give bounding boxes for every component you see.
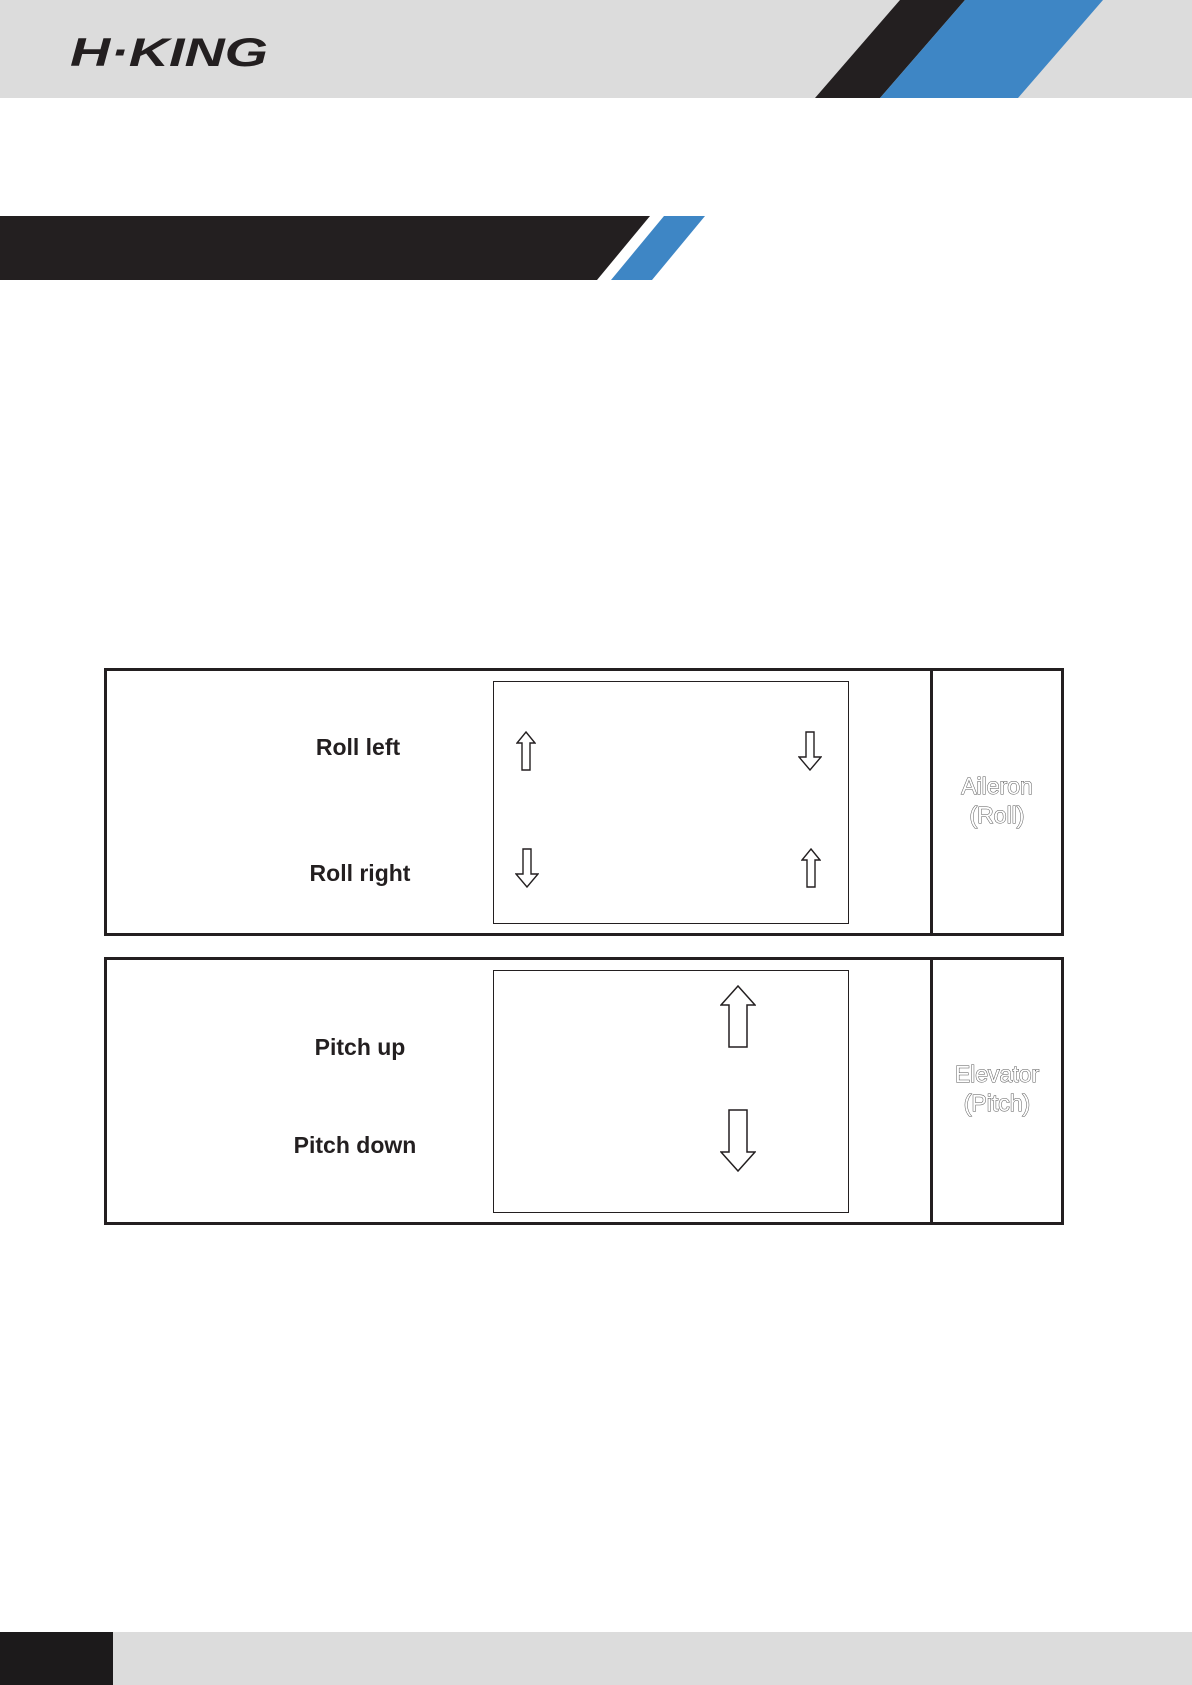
- pitch-down-label: Pitch down: [293, 1132, 417, 1158]
- page-header: [0, 0, 1192, 98]
- surface-name: Elevator: [954, 1061, 1040, 1087]
- elevator-pitch-label: [933, 1060, 1061, 1118]
- aileron-roll-label: [933, 772, 1061, 830]
- footer-bar: [113, 1632, 1192, 1685]
- up-arrow-icon: [516, 731, 536, 771]
- aileron-control-table: [104, 668, 1064, 936]
- down-arrow-icon: [720, 1109, 756, 1173]
- svg-text:H·KING: H·KING: [70, 31, 268, 72]
- surface-axis: (Pitch): [963, 1090, 1031, 1116]
- surface-axis: (Roll): [969, 802, 1025, 828]
- h-king-logo: [68, 30, 273, 72]
- aileron-diagram-box: [493, 681, 849, 924]
- up-arrow-icon: [720, 985, 756, 1049]
- elevator-diagram-box: [493, 970, 849, 1213]
- section-title-bar: [0, 216, 720, 280]
- roll-left-label: Roll left: [315, 734, 401, 760]
- pitch-up-label: Pitch up: [314, 1034, 406, 1060]
- up-arrow-icon: [801, 848, 821, 888]
- footer-page-tab: [0, 1632, 113, 1685]
- down-arrow-icon: [515, 848, 539, 888]
- surface-name: Aileron: [961, 773, 1033, 799]
- elevator-control-table: [104, 957, 1064, 1225]
- down-arrow-icon: [798, 731, 822, 771]
- roll-right-label: Roll right: [309, 860, 411, 886]
